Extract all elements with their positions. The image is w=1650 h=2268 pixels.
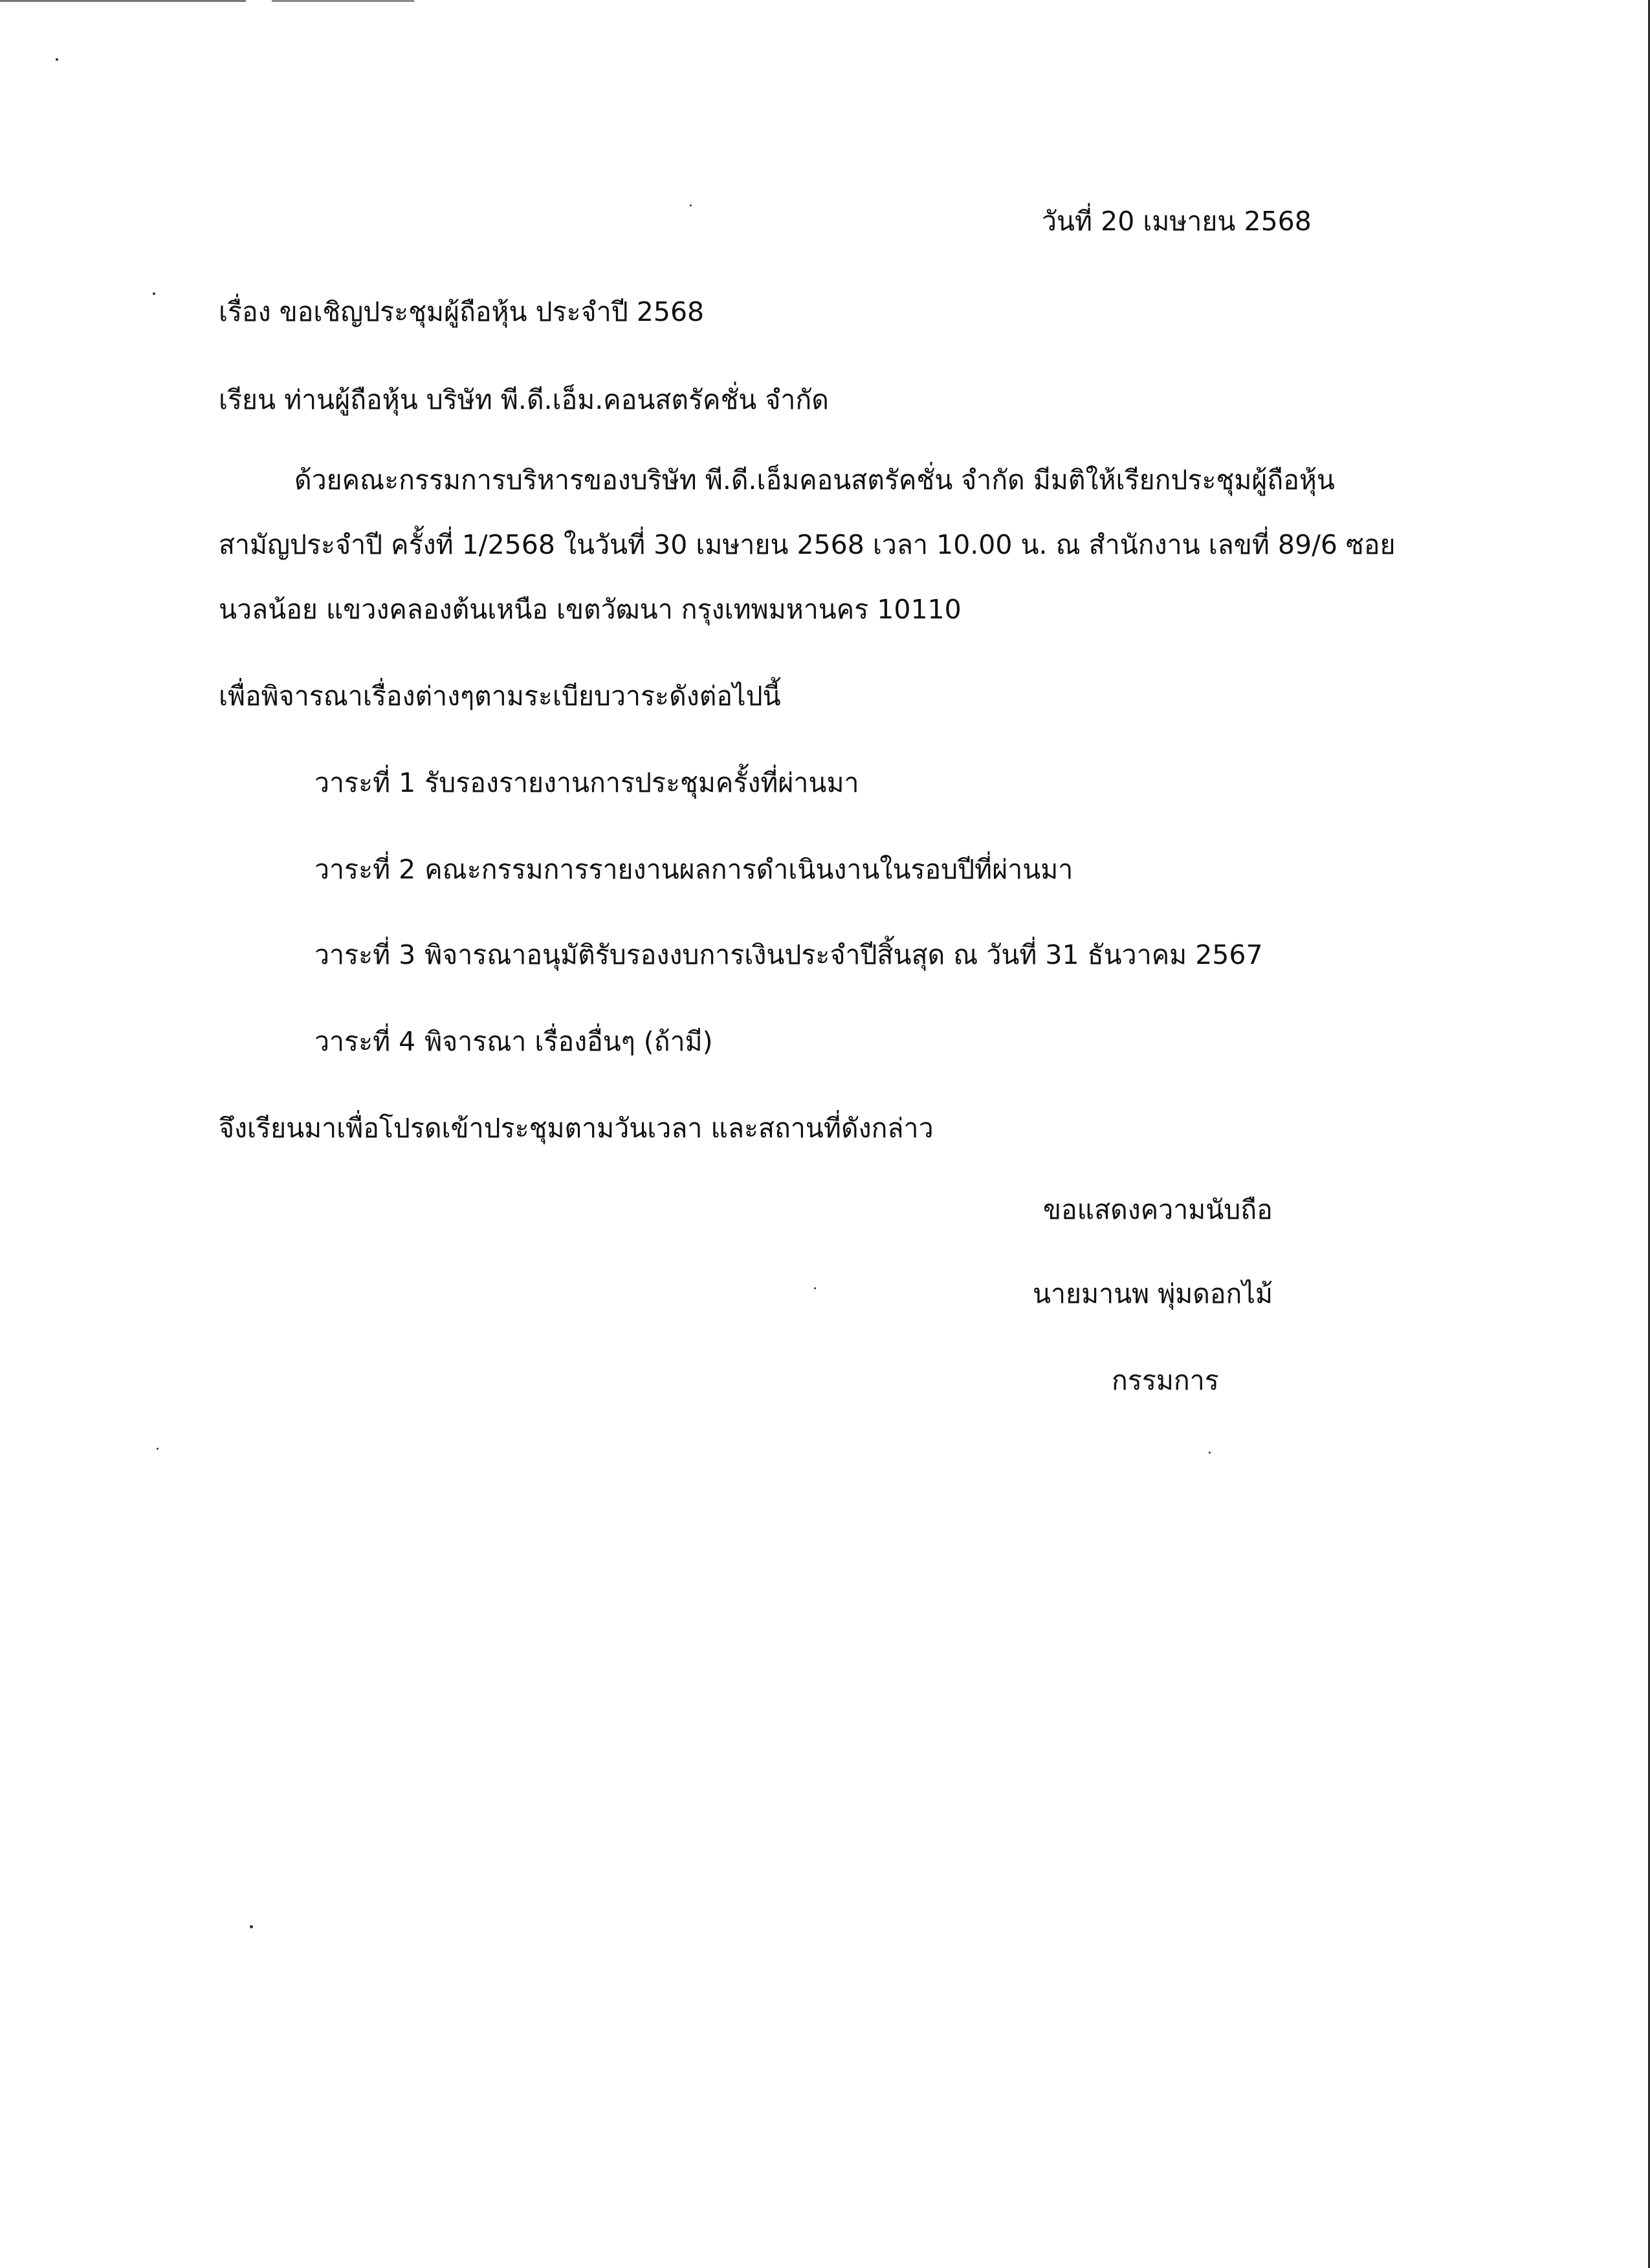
agenda-item-text: พิจารณาอนุมัติรับรองงบการเงินประจำปีสิ้นสุด ณ วันที่ 31 ธันวาคม 2567 (424, 939, 1263, 970)
letter-closing: จึงเรียนมาเพื่อโปรดเข้าประชุมตามวันเวลา และสถานที่ดังกล่าว (219, 1113, 934, 1144)
scan-speck (690, 204, 692, 206)
letter-regards: ขอแสดงความนับถือ (1043, 1194, 1273, 1225)
signer-position: กรรมการ (1112, 1365, 1219, 1396)
scan-speck (250, 1925, 253, 1928)
scan-edge-top (0, 0, 1650, 2)
agenda-item (314, 763, 859, 802)
agenda-item-label: วาระที่ 1 (314, 767, 416, 798)
body-paragraph-line: ด้วยคณะกรรมการบริหารของบริษัท พี.ดี.เอ็มคอนสตรัคชั่น จำกัด มีมติให้เรียกประชุมผู้ถือหุ้น (294, 464, 1335, 496)
scan-speck (56, 58, 58, 61)
scan-speck (157, 1448, 159, 1450)
agenda-item-text: คณะกรรมการรายงานผลการดำเนินงานในรอบปีที่ผ่านมา (424, 854, 1073, 885)
scan-speck (814, 1287, 816, 1289)
letter-date: วันที่ 20 เมษายน 2568 (1042, 206, 1312, 237)
agenda-item-text: รับรองรายงานการประชุมครั้งที่ผ่านมา (424, 767, 859, 798)
agenda-item (314, 850, 1073, 889)
agenda-item (314, 1022, 713, 1061)
agenda-intro: เพื่อพิจารณาเรื่องต่างๆตามระเบียบวาระดังต่อไปนี้ (219, 681, 781, 712)
letter-subject: เรื่อง ขอเชิญประชุมผู้ถือหุ้น ประจำปี 2568 (219, 296, 705, 327)
agenda-item (314, 935, 1263, 974)
agenda-item-text: พิจารณา เรื่องอื่นๆ (ถ้ามี) (424, 1026, 713, 1057)
letter-salutation: เรียน ท่านผู้ถือหุ้น บริษัท พี.ดี.เอ็ม.คอนสตรัคชั่น จำกัด (219, 384, 829, 415)
scan-speck (1209, 1452, 1211, 1454)
agenda-item-label: วาระที่ 4 (314, 1026, 416, 1057)
signer-name: นายมานพ พุ่มดอกไม้ (1033, 1278, 1273, 1309)
scan-speck (153, 292, 155, 295)
body-paragraph-line: นวลน้อย แขวงคลองต้นเหนือ เขตวัฒนา กรุงเทพมหานคร 10110 (219, 594, 962, 625)
agenda-item-label: วาระที่ 3 (314, 939, 416, 970)
body-paragraph-line: สามัญประจำปี ครั้งที่ 1/2568 ในวันที่ 30 เมษายน 2568 เวลา 10.00 น. ณ สำนักงาน เลขที่ 89/6 ซอย (219, 529, 1396, 560)
agenda-item-label: วาระที่ 2 (314, 854, 416, 885)
